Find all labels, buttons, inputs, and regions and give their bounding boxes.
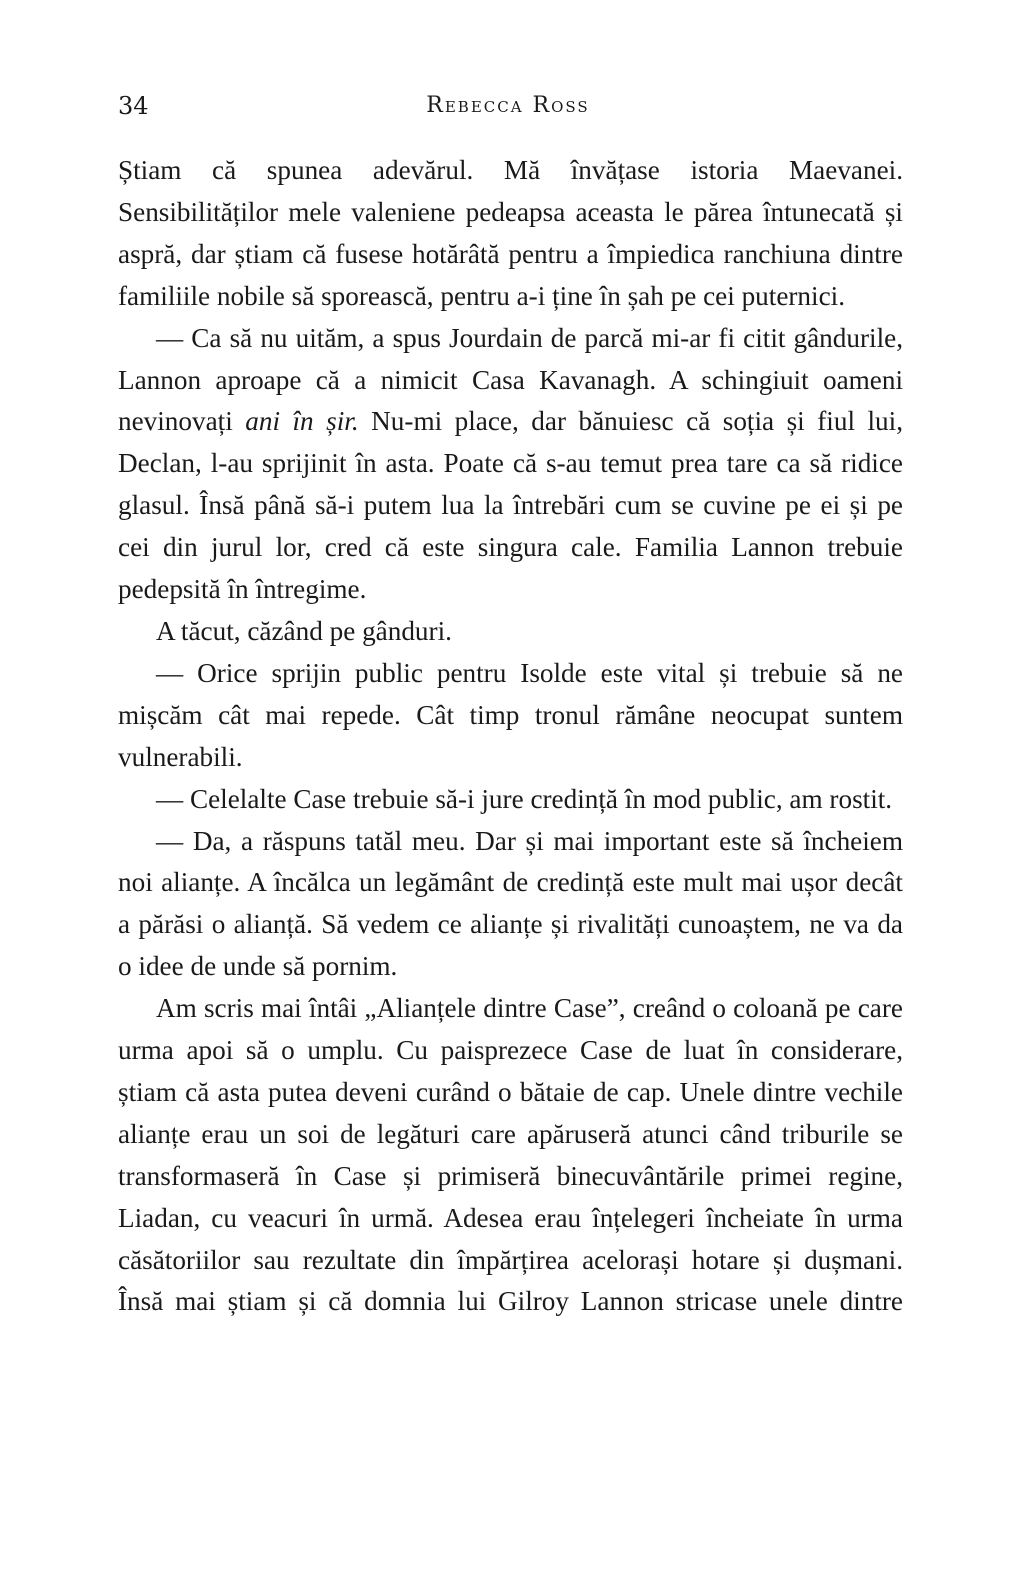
paragraph-1: Știam că spunea adevărul. Mă învățase istoria Maevanei. Sensibilităților mele valeniene pedeapsa aceasta le părea întunecată și aspră, dar știam că fusese hotărâtă pentru a împiedica ranchiuna dintre familiile nobile să sporească, pentru a-i ține în șah pe cei puternici. [118,155,903,311]
page-number: 34 [118,92,149,120]
running-head [0,86,1024,126]
body-text [118,150,903,1323]
paragraph-2: — Ca să nu uităm, a spus Jourdain de parcă mi-ar fi citit gândurile, Lannon aproape că a nimicit Casa Kavanagh. A schingiuit oameni nevinovați ani în șir. Nu-mi place, dar bănuiesc că soția și fiul lui, Declan, l-au sprijinit în asta. Poate că s-au temut prea tare ca să ridice glasul. Însă până să-i putem lua la întrebări cum se cuvine pe ei și pe cei din jurul lor, cred că este singura cale. Familia Lannon trebuie pedepsită în întregime. [118,322,903,605]
paragraph-4: — Orice sprijin public pentru Isolde este vital și trebuie să ne mișcăm cât mai repede. Cât timp tronul rămâne neocupat suntem vulnerabili. [118,657,903,772]
italic-phrase: ani în șir. [245,406,359,437]
paragraph-5: — Celelalte Case trebuie să-i jure credință în mod public, am rostit. [156,783,893,814]
paragraph-7: Am scris mai întâi „Alianțele dintre Case”, creând o coloană pe care urma apoi să o umplu. Cu paisprezece Case de luat în considerare, știam că asta putea deveni curând o bătaie de cap. Unele dintre vechile alianțe erau un soi de legături care apăruseră atunci când triburile se transformaseră în Case și primiseră binecuvântările primei regine, Liadan, cu veacuri în urmă. Adesea erau înțelegeri încheiate în urma căsătoriilor sau rezultate din împărțirea acelorași hotare și dușmani. Însă mai știam și că domnia lui Gilroy Lannon stricase unele dintre [118,993,903,1317]
running-head-author: Rebecca Ross [426,93,590,118]
paragraph-3: A tăcut, căzând pe gânduri. [156,615,452,646]
paragraph-6: — Da, a răspuns tatăl meu. Dar și mai important este să încheiem noi alianțe. A încălca un legământ de credință este mult mai ușor decât a părăsi o alianță. Să vedem ce alianțe și rivalități cunoaștem, ne va da o idee de unde să pornim. [118,825,903,982]
